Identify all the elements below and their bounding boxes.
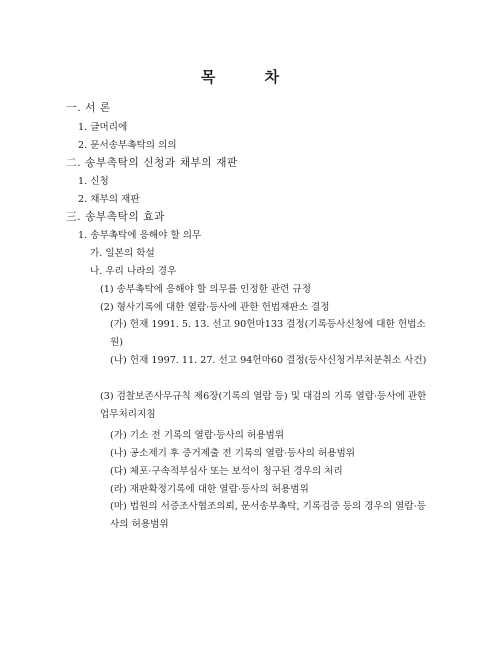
toc-item: 나. 우리 나라의 경우: [90, 266, 177, 277]
toc-item: 1. 글머리에: [78, 122, 128, 133]
toc-item: 2. 문서송부촉탁의 의의: [78, 140, 177, 151]
toc-item: 가. 일본의 학설: [90, 248, 155, 259]
toc-item: (1) 송부촉탁에 응해야 할 의무를 인정한 관련 규정: [100, 284, 312, 295]
toc-item: 1. 송부촉탁에 응해야 할 의무: [78, 230, 202, 241]
toc-section-2: 二. 송부촉탁의 신청과 채부의 재판: [66, 157, 238, 169]
toc-item: (가) 기소 전 기록의 열람·등사의 허용범위: [110, 430, 285, 441]
toc-section-3: 三. 송부촉탁의 효과: [66, 211, 165, 223]
toc-item: 1. 신청: [78, 176, 109, 187]
toc-item: (3) 검찰보존사무규칙 제6장(기록의 열람 등) 및 대검의 기록 열람·등사에 관한 업무처리지침: [100, 391, 427, 420]
toc-item: (마) 법원의 서증조사협조의뢰, 문서송부촉탁, 기록검증 등의 경우의 열람·등사의 허용범위: [110, 501, 427, 530]
page-title: 목 차: [200, 68, 302, 86]
toc-item: (다) 체포·구속적부심사 또는 보석이 청구된 경우의 처리: [110, 466, 343, 477]
toc-item: 2. 채부의 재판: [78, 194, 140, 205]
toc-item: (라) 재판확정기록에 대한 열람·등사의 허용범위: [110, 484, 309, 495]
toc-item: (2) 형사기록에 대한 열람·등사에 관한 헌법재판소 결정: [100, 302, 330, 313]
toc-item: (나) 공소제기 후 증거제출 전 기록의 열람·등사의 허용범위: [110, 448, 356, 459]
toc-item: (가) 헌재 1991. 5. 13. 선고 90헌마133 결정(기록등사신청에 대한 헌법소원): [110, 319, 426, 348]
toc-item: (나) 헌재 1997. 11. 27. 선고 94헌마60 결정(등사신청거부처분취소 사건): [110, 355, 427, 366]
toc-section-1: 一. 서 론: [66, 102, 111, 114]
